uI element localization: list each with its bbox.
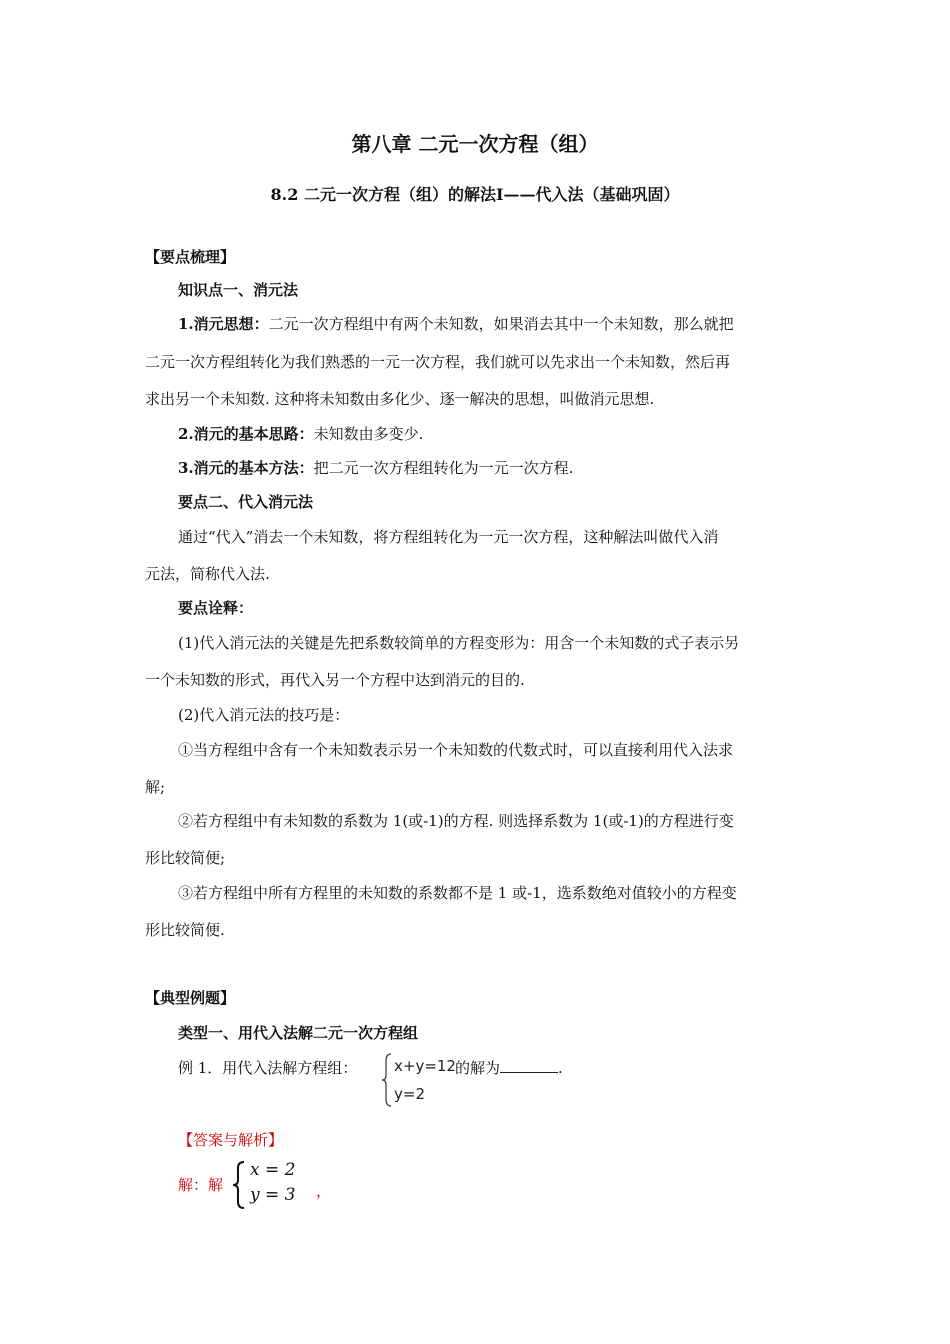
example-1-suffix: 的解为 — [455, 1059, 501, 1077]
chapter-title: 第八章 二元一次方程（组） — [351, 132, 599, 156]
item-3-line — [145, 451, 840, 485]
tip-2-line-1: ②若方程组中有未知数的系数为 1(或-1)的方程. 则选择系数为 1(或-1)的方程进行变 — [178, 812, 734, 830]
example-1-equation-1: x+y=12 — [394, 1057, 456, 1075]
tip-1-line-2: 解; — [145, 778, 166, 796]
item-2-text: 未知数由多变少. — [313, 425, 424, 443]
item-1-label: 1.消元思想： — [178, 315, 269, 333]
note-1-line-2: 一个未知数的形式，再代入另一个方程中达到消元的目的. — [145, 671, 525, 689]
example-1-end: . — [558, 1059, 563, 1077]
tip-2-line-2: 形比较简便; — [145, 849, 226, 867]
item-1-line-1 — [145, 307, 840, 341]
example-1-equation-2: y=2 — [394, 1085, 425, 1103]
solution-prefix: 解：解 — [178, 1176, 224, 1194]
solution-equation-2: y = 3 — [250, 1185, 296, 1205]
item-2-line — [145, 417, 840, 451]
tip-3-line-2: 形比较简便. — [145, 921, 225, 939]
key-point-2-line-1: 通过“代入”消去一个未知数，将方程组转化为一元一次方程，这种解法叫做代入消 — [178, 528, 719, 546]
item-1-line-2: 二元一次方程组转化为我们熟悉的一元一次方程，我们就可以先求出一个未知数，然后再 — [145, 353, 731, 371]
answer-header — [145, 1123, 840, 1157]
item-3-label: 3.消元的基本方法： — [178, 459, 314, 477]
note-1-line-1: (1)代入消元法的关键是先把系数较简单的方程变形为：用含一个未知数的式子表示另 — [178, 634, 740, 652]
knowledge-point-1-title — [145, 273, 840, 307]
item-2-label: 2.消元的基本思路： — [178, 425, 314, 443]
key-point-2-title — [145, 485, 840, 519]
key-points-header-text: 【要点梳理】 — [145, 248, 236, 266]
example-1-brace — [381, 1053, 393, 1107]
type-1-title — [145, 1016, 840, 1050]
solution-brace — [232, 1161, 246, 1209]
key-point-2-title-text: 要点二、代入消元法 — [178, 493, 314, 511]
examples-header-text: 【典型例题】 — [145, 989, 236, 1007]
answer-blank — [500, 1058, 558, 1073]
item-3-text: 把二元一次方程组转化为一元一次方程. — [313, 459, 574, 477]
tip-3-line-1: ③若方程组中所有方程里的未知数的系数都不是 1 或-1，选系数绝对值较小的方程变 — [178, 884, 737, 902]
note-title — [145, 591, 840, 625]
note-title-text: 要点诠释： — [178, 599, 254, 617]
knowledge-point-1-title-text: 知识点一、消元法 — [178, 281, 299, 299]
item-1-line-3: 求出另一个未知数. 这种将未知数由多化少、逐一解决的思想，叫做消元思想. — [145, 390, 655, 408]
left-brace-icon — [232, 1161, 246, 1209]
key-points-header — [145, 240, 807, 274]
section-title: 8.2 二元一次方程（组）的解法Ⅰ——代入法（基础巩固） — [270, 185, 680, 204]
key-point-2-line-2: 元法，简称代入法. — [145, 565, 270, 583]
examples-header — [145, 981, 807, 1015]
item-1-text-1: 二元一次方程组中有两个未知数，如果消去其中一个未知数，那么就把 — [268, 315, 734, 333]
solution-end: ， — [316, 1182, 332, 1200]
example-1-suffix-group — [455, 1051, 563, 1085]
tip-1-line-1: ①当方程组中含有一个未知数表示另一个未知数的代数式时，可以直接利用代入法求 — [178, 741, 734, 759]
solution-equation-1: x = 2 — [250, 1160, 296, 1180]
example-1-prefix: 例 1．用代入法解方程组： — [178, 1059, 358, 1077]
answer-header-text: 【答案与解析】 — [178, 1131, 284, 1149]
left-brace-icon — [381, 1053, 393, 1107]
type-1-title-text: 类型一、用代入法解二元一次方程组 — [178, 1024, 419, 1042]
note-2: (2)代入消元法的技巧是： — [178, 706, 350, 724]
